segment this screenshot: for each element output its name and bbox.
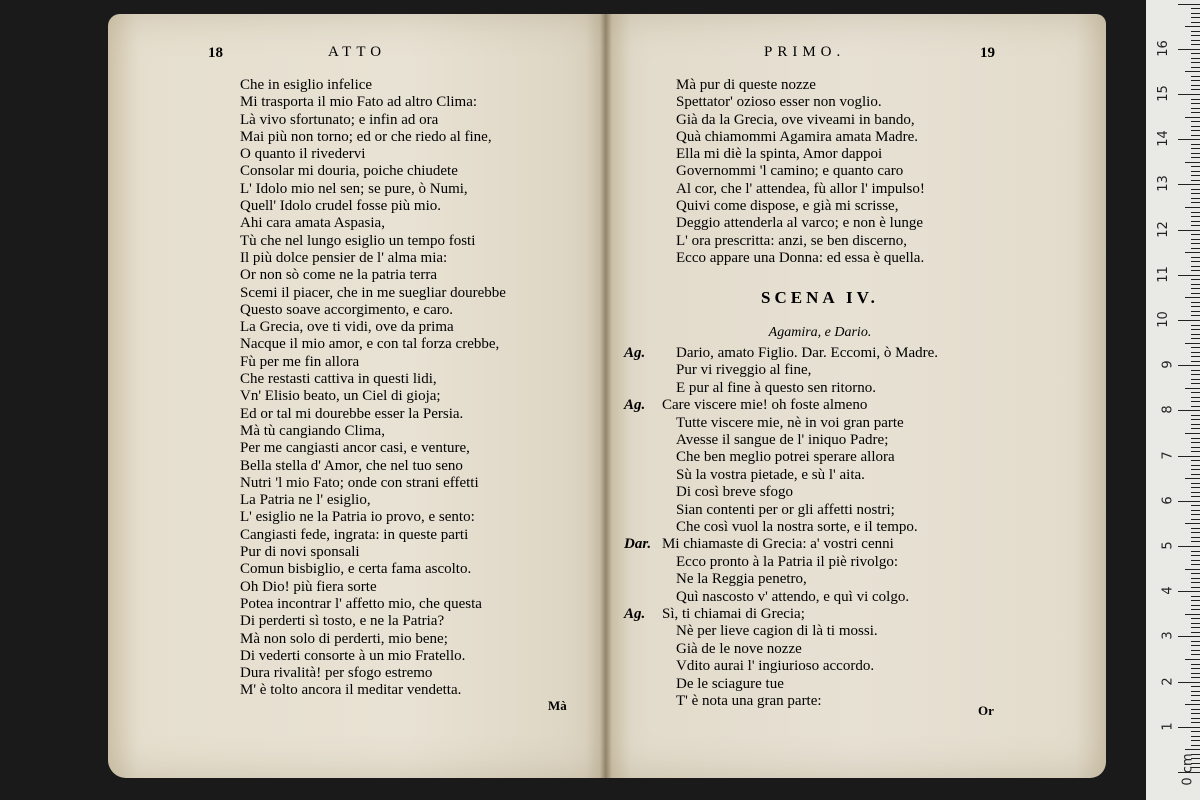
ruler-tick: [1185, 523, 1200, 524]
ruler-tick: [1191, 564, 1200, 565]
speaker-label: Dar.: [624, 536, 652, 553]
ruler-tick: [1191, 99, 1200, 100]
ruler-tick: [1191, 270, 1200, 271]
dialogue-line: Che ben meglio potrei sperare allora: [676, 449, 895, 466]
text-line: La Grecia, ove ti vidi, ove da prima: [240, 319, 454, 336]
ruler-tick: [1191, 424, 1200, 425]
ruler-tick: [1191, 126, 1200, 127]
ruler-tick: [1191, 261, 1200, 262]
ruler-tick: [1191, 582, 1200, 583]
dialogue-line: Ecco pronto à la Patria il piè rivolgo:: [676, 553, 899, 570]
ruler-tick: [1191, 469, 1200, 470]
ruler-tick: [1191, 406, 1200, 407]
ruler-tick: [1191, 465, 1200, 466]
ruler-tick: [1191, 221, 1200, 222]
ruler-tick: [1191, 189, 1200, 190]
ruler-tick: [1191, 166, 1200, 167]
ruler-tick: [1191, 157, 1200, 158]
ruler-tick: [1185, 569, 1200, 570]
text-line: Al cor, che l' attendea, fù allor l' impulso!: [676, 180, 925, 197]
ruler-number: 3: [1160, 631, 1176, 641]
ruler-tick: [1191, 361, 1200, 362]
ruler-tick: [1191, 713, 1200, 714]
dialogue-line: De le sciagure tue: [676, 675, 784, 692]
ruler-tick: [1178, 94, 1200, 95]
ruler-tick: [1185, 162, 1200, 163]
ruler-tick: [1191, 641, 1200, 642]
dialogue-line: Care viscere mie! oh foste almeno: [662, 397, 868, 414]
ruler-tick: [1185, 343, 1200, 344]
ruler-tick: [1191, 618, 1200, 619]
ruler-tick: [1191, 329, 1200, 330]
ruler-number: 4: [1160, 586, 1176, 595]
ruler-tick: [1191, 428, 1200, 429]
ruler-tick: [1191, 447, 1200, 448]
ruler-tick: [1191, 736, 1200, 737]
ruler-tick: [1191, 58, 1200, 59]
text-line: La Patria ne l' esiglio,: [240, 492, 371, 509]
ruler-tick: [1191, 198, 1200, 199]
ruler-tick: [1191, 212, 1200, 213]
ruler-tick: [1191, 627, 1200, 628]
ruler-tick: [1191, 673, 1200, 674]
ruler-tick: [1191, 596, 1200, 597]
text-line: Quell' Idolo crudel fosse più mio.: [240, 198, 441, 215]
ruler-tick: [1191, 40, 1200, 41]
ruler-tick: [1191, 103, 1200, 104]
text-line: Oh Dio! più fiera sorte: [240, 578, 377, 595]
text-line: O quanto il rivedervi: [240, 146, 366, 163]
text-line: M' è tolto ancora il meditar vendetta.: [240, 682, 462, 699]
ruler-tick: [1185, 388, 1200, 389]
ruler-tick: [1191, 397, 1200, 398]
dialogue-line: Tutte viscere mie, nè in voi gran parte: [676, 414, 904, 431]
ruler-tick: [1191, 379, 1200, 380]
ruler-tick: [1178, 727, 1200, 728]
ruler-tick: [1191, 505, 1200, 506]
ruler-tick: [1191, 438, 1200, 439]
right-page-catchword: Or: [978, 703, 994, 718]
ruler-tick: [1191, 664, 1200, 665]
text-line: Di perderti sì tosto, e ne la Patria?: [240, 613, 445, 630]
ruler-tick: [1178, 410, 1200, 411]
ruler-tick: [1191, 442, 1200, 443]
ruler-tick: [1191, 578, 1200, 579]
ruler-tick: [1191, 17, 1200, 18]
ruler-tick: [1191, 415, 1200, 416]
ruler-tick: [1178, 275, 1200, 276]
ruler-tick: [1178, 365, 1200, 366]
ruler-tick: [1191, 35, 1200, 36]
ruler-tick: [1191, 623, 1200, 624]
ruler-tick: [1191, 370, 1200, 371]
ruler-tick: [1191, 135, 1200, 136]
text-line: L' Idolo mio nel sen; se pure, ò Numi,: [240, 180, 468, 197]
ruler-tick: [1191, 718, 1200, 719]
scene-characters: Agamira, e Dario.: [768, 325, 872, 340]
ruler-tick: [1191, 605, 1200, 606]
text-line: Che in esiglio infelice: [240, 77, 373, 93]
text-line: Governommi 'l camino; e quanto caro: [676, 163, 904, 180]
ruler-tick: [1191, 53, 1200, 54]
ruler-tick: [1191, 302, 1200, 303]
text-line: Già da la Grecia, ove viveami in bando,: [676, 111, 915, 128]
ruler-tick: [1191, 8, 1200, 9]
ruler-tick: [1191, 243, 1200, 244]
ruler-tick: [1191, 510, 1200, 511]
dialogue-line: Dario, amato Figlio. Dar. Eccomi, ò Madre.: [676, 345, 939, 361]
ruler-tick: [1191, 650, 1200, 651]
text-line: Bella stella d' Amor, che nel tuo seno: [240, 457, 463, 474]
ruler-number: 15: [1156, 85, 1172, 102]
left-page-catchword: Mà: [548, 698, 567, 713]
text-line: Or non sò come ne la patria terra: [240, 267, 437, 284]
text-line: Nutri 'l mio Fato; onde con strani effetti: [240, 474, 479, 491]
ruler-number: 2: [1160, 676, 1176, 686]
measuring-ruler: [1146, 0, 1200, 800]
ruler-tick: [1178, 4, 1200, 5]
text-line: L' esiglio ne la Patria io provo, e sento:: [240, 509, 475, 526]
text-line: Questo soave accorgimento, e caro.: [240, 301, 453, 318]
text-line: Spettator' ozioso esser non voglio.: [676, 94, 882, 111]
ruler-tick: [1191, 419, 1200, 420]
ruler-tick: [1191, 645, 1200, 646]
text-line: Comun bisbiglio, e certa fama ascolto.: [240, 561, 472, 578]
ruler-tick: [1185, 478, 1200, 479]
text-line: Pur di novi sponsali: [240, 544, 360, 561]
ruler-number: 7: [1160, 450, 1176, 460]
ruler-tick: [1191, 745, 1200, 746]
ruler-tick: [1191, 311, 1200, 312]
ruler-tick: [1178, 320, 1200, 321]
text-line: Quivi come dispose, e già mi scrisse,: [676, 198, 899, 215]
ruler-tick: [1191, 401, 1200, 402]
ruler-tick: [1191, 677, 1200, 678]
ruler-number: 12: [1156, 220, 1172, 238]
ruler-tick: [1191, 383, 1200, 384]
ruler-tick: [1191, 62, 1200, 63]
text-line: Deggio attenderla al varco; e non è lunge: [676, 215, 923, 232]
ruler-tick: [1191, 193, 1200, 194]
ruler-tick: [1185, 207, 1200, 208]
ruler-tick: [1178, 682, 1200, 683]
ruler-tick: [1191, 239, 1200, 240]
dialogue-line: Sian contenti per or gli affetti nostri;: [676, 501, 895, 518]
ruler-tick: [1191, 700, 1200, 701]
ruler-tick: [1191, 573, 1200, 574]
ruler-number: 8: [1160, 405, 1176, 415]
ruler-tick: [1191, 293, 1200, 294]
ruler-tick: [1191, 85, 1200, 86]
ruler-tick: [1185, 433, 1200, 434]
ruler-tick: [1191, 731, 1200, 732]
ruler-tick: [1191, 541, 1200, 542]
left-page-text: [240, 77, 506, 700]
dialogue-line: Ne la Reggia penetro,: [676, 571, 807, 588]
ruler-tick: [1191, 130, 1200, 131]
ruler-tick: [1191, 148, 1200, 149]
ruler-tick: [1191, 451, 1200, 452]
ruler-tick: [1191, 108, 1200, 109]
scene-title: SCENA IV.: [761, 288, 879, 307]
ruler-number: 14: [1156, 130, 1172, 147]
text-line: Di vederti consorte à un mio Fratello.: [240, 647, 466, 664]
ruler-tick: [1178, 456, 1200, 457]
ruler-tick: [1191, 514, 1200, 515]
text-line: Tù che nel lungo esiglio un tempo fosti: [240, 232, 476, 249]
dialogue-line: Già de le nove nozze: [676, 640, 802, 657]
ruler-tick: [1191, 216, 1200, 217]
ruler-tick: [1191, 609, 1200, 610]
dialogue-line: Quì nascosto v' attendo, e quì vi colgo.: [676, 588, 910, 605]
ruler-tick: [1191, 496, 1200, 497]
dialogue-line: Avesse il sangue de l' iniquo Padre;: [676, 432, 889, 448]
ruler-tick: [1191, 492, 1200, 493]
ruler-tick: [1191, 740, 1200, 741]
ruler-tick: [1191, 288, 1200, 289]
ruler-tick: [1191, 257, 1200, 258]
ruler-tick: [1191, 632, 1200, 633]
ruler-tick: [1185, 297, 1200, 298]
ruler-tick: [1178, 591, 1200, 592]
ruler-number: 11: [1156, 266, 1172, 283]
ruler-tick: [1191, 532, 1200, 533]
ruler-tick: [1191, 67, 1200, 68]
text-line: Consolar mi douria, poiche chiudete: [240, 163, 458, 180]
text-line: L' ora prescritta: anzi, se ben discerno,: [676, 232, 907, 249]
ruler-tick: [1191, 722, 1200, 723]
dialogue-line: Di così breve sfogo: [676, 484, 794, 501]
text-line: Potea incontrar l' affetto mio, che questa: [240, 595, 482, 612]
ruler-tick: [1191, 171, 1200, 172]
text-line: Vn' Elisio beato, un Ciel di gioja;: [240, 388, 441, 405]
ruler-tick: [1191, 483, 1200, 484]
dialogue-line: Vdito aurai l' ingiurioso accordo.: [676, 658, 875, 675]
ruler-number: 16: [1156, 40, 1172, 57]
ruler-tick: [1191, 487, 1200, 488]
ruler-tick: [1191, 22, 1200, 23]
right-page-text: [676, 77, 925, 267]
text-line: Cangiasti fede, ingrata: in queste parti: [240, 526, 469, 543]
ruler-tick: [1191, 352, 1200, 353]
ruler-tick: [1191, 519, 1200, 520]
text-line: Là vivo sfortunato; e infin ad ora: [240, 111, 439, 128]
ruler-tick: [1191, 392, 1200, 393]
ruler-tick: [1191, 528, 1200, 529]
dialogue-line: Sì, ti chiamai di Grecia;: [662, 606, 805, 622]
ruler-tick: [1191, 112, 1200, 113]
ruler-tick: [1191, 325, 1200, 326]
ruler-tick: [1191, 551, 1200, 552]
text-line: Che restasti cattiva in questi lidi,: [240, 371, 437, 388]
ruler-tick: [1185, 749, 1200, 750]
ruler-tick: [1191, 338, 1200, 339]
ruler-tick: [1191, 175, 1200, 176]
speaker-label: Ag.: [624, 397, 646, 414]
speaker-label: Ag.: [624, 345, 646, 361]
ruler-number: 9: [1160, 360, 1176, 369]
ruler-tick: [1185, 659, 1200, 660]
ruler-tick: [1178, 636, 1200, 637]
text-line: Per me cangiasti ancor casi, e venture,: [240, 440, 470, 457]
text-line: Quà chiamommi Agamira amata Madre.: [676, 128, 918, 145]
text-line: Mà pur di queste nozze: [676, 77, 816, 93]
ruler-tick: [1191, 80, 1200, 81]
ruler-tick: [1178, 184, 1200, 185]
speaker-label: Ag.: [624, 606, 646, 622]
text-line: Mà tù cangiando Clima,: [240, 422, 385, 439]
ruler-tick: [1191, 474, 1200, 475]
ruler-tick: [1191, 121, 1200, 122]
ruler-tick: [1178, 49, 1200, 50]
left-page-number: 18: [208, 45, 223, 61]
ruler-tick: [1191, 587, 1200, 588]
dialogue-line: Mi chiamaste di Grecia: a' vostri cenni: [662, 536, 894, 553]
text-line: Scemi il piacer, che in me suegliar dourebbe: [240, 284, 506, 301]
right-page-number: 19: [980, 45, 995, 61]
ruler-number: 10: [1156, 311, 1172, 328]
ruler-tick: [1178, 139, 1200, 140]
text-line: Ecco appare una Donna: ed essa è quella.: [676, 249, 925, 266]
ruler-tick: [1185, 252, 1200, 253]
ruler-tick: [1191, 654, 1200, 655]
ruler-tick: [1185, 117, 1200, 118]
text-line: Mai più non torno; ed or che riedo al fine,: [240, 128, 492, 145]
ruler-tick: [1191, 31, 1200, 32]
ruler-tick: [1185, 26, 1200, 27]
dialogue-line: T' è nota una gran parte:: [676, 693, 822, 709]
dialogue-line: Nè per lieve cagion di là ti mossi.: [676, 623, 878, 640]
ruler-tick: [1191, 460, 1200, 461]
ruler-tick: [1191, 248, 1200, 249]
ruler-tick: [1191, 537, 1200, 538]
ruler-tick: [1191, 374, 1200, 375]
ruler-tick: [1191, 560, 1200, 561]
ruler-tick: [1191, 356, 1200, 357]
ruler-tick: [1191, 695, 1200, 696]
ruler-tick: [1191, 13, 1200, 14]
ruler-tick: [1191, 668, 1200, 669]
ruler-tick: [1191, 76, 1200, 77]
text-line: Mà non solo di perderti, mio bene;: [240, 630, 448, 647]
ruler-number: 13: [1156, 175, 1172, 193]
dialogue-line: Sù la vostra pietade, e sù l' aita.: [676, 466, 865, 483]
left-page-header: ATTO: [328, 44, 387, 60]
ruler-tick: [1191, 234, 1200, 235]
dialogue-line: E pur al fine à questo sen ritorno.: [676, 379, 876, 396]
ruler-tick: [1191, 225, 1200, 226]
ruler-tick: [1191, 315, 1200, 316]
ruler-tick: [1178, 501, 1200, 502]
dialogue-line: Che così vuol la nostra sorte, e il tempo.: [676, 519, 918, 535]
text-line: Ahi cara amata Aspasia,: [240, 215, 385, 232]
dialogue-line: Pur vi riveggio al fine,: [676, 362, 812, 379]
ruler-tick: [1191, 686, 1200, 687]
ruler-tick: [1185, 614, 1200, 615]
ruler-tick: [1191, 180, 1200, 181]
ruler-tick: [1191, 266, 1200, 267]
text-line: Dura rivalità! per sfogo estremo: [240, 665, 433, 682]
ruler-tick: [1191, 284, 1200, 285]
ruler-tick: [1191, 555, 1200, 556]
ruler-tick: [1191, 347, 1200, 348]
ruler-number: 1: [1160, 722, 1176, 731]
ruler-tick: [1191, 144, 1200, 145]
ruler-tick: [1191, 334, 1200, 335]
book-gutter: [600, 14, 612, 778]
ruler-tick: [1191, 89, 1200, 90]
ruler-tick: [1191, 279, 1200, 280]
ruler-number: 6: [1160, 496, 1176, 505]
right-page-header: PRIMO.: [764, 44, 846, 60]
text-line: Fù per me fin allora: [240, 353, 360, 370]
text-line: Il più dolce pensier de l' alma mia:: [240, 249, 448, 266]
text-line: Mi trasporta il mio Fato ad altro Clima:: [240, 94, 478, 111]
ruler-tick: [1178, 230, 1200, 231]
ruler-tick: [1191, 153, 1200, 154]
ruler-tick: [1185, 71, 1200, 72]
text-line: Ed or tal mi dourebbe esser la Persia.: [240, 405, 464, 422]
ruler-number: 5: [1160, 541, 1176, 550]
ruler-tick: [1178, 546, 1200, 547]
text-line: Nacque il mio amor, e con tal forza crebbe,: [240, 336, 500, 353]
ruler-tick: [1191, 44, 1200, 45]
ruler-tick: [1191, 306, 1200, 307]
ruler-tick: [1191, 202, 1200, 203]
ruler-unit-label: 0 cm: [1180, 753, 1196, 786]
ruler-tick: [1191, 691, 1200, 692]
ruler-tick: [1191, 709, 1200, 710]
ruler-tick: [1191, 600, 1200, 601]
text-line: Ella mi diè la spinta, Amor dappoi: [676, 146, 883, 163]
ruler-tick: [1185, 704, 1200, 705]
